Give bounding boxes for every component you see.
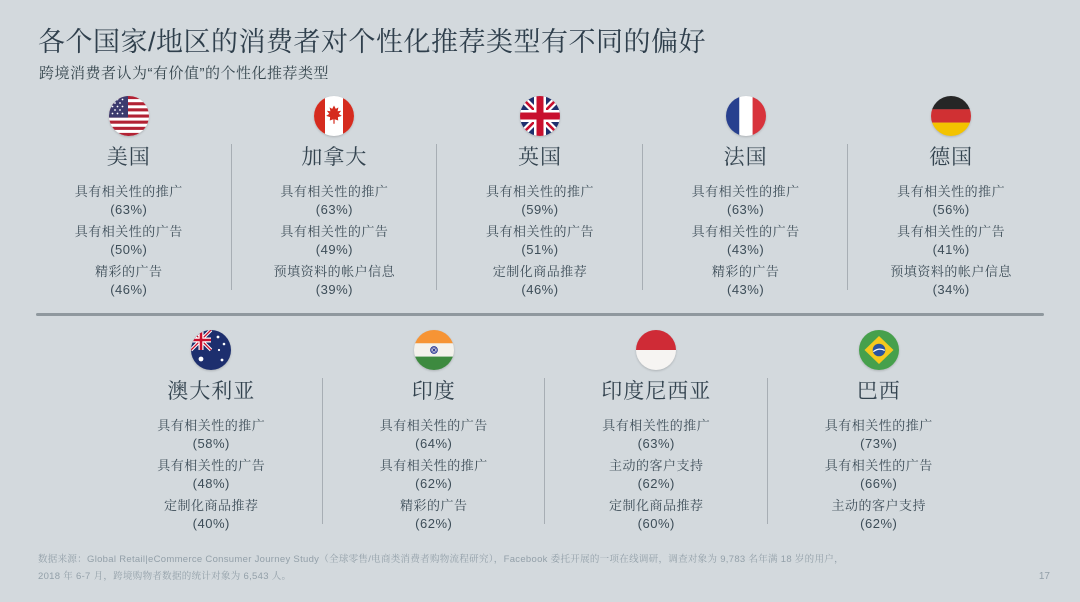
preference-item [443,223,637,258]
slide-subtitle: 跨境消费者认为“有价值”的个性化推荐类型 [39,65,329,82]
preference-item [854,223,1048,258]
preference-value: (63%) [315,201,353,217]
preference-item [854,263,1048,298]
preference-label: 具有相关性的广告 [379,418,488,433]
country-card-india [323,330,546,532]
uk-flag-icon [520,96,560,136]
preference-value: (49%) [315,241,353,257]
preference-label: 具有相关性的推广 [74,184,183,199]
preference-label: 定制化商品推荐 [492,264,588,280]
preference-item [649,263,843,298]
preference-item [854,183,1048,218]
country-card-canada [232,96,438,298]
preference-item [329,457,540,492]
country-name: 法国 [723,146,768,169]
preference-item [774,457,985,492]
canada-flag-icon [314,96,354,136]
preference-label: 具有相关性的广告 [691,224,800,240]
country-name: 印度 [411,380,456,403]
preference-item [329,497,540,532]
preference-label: 主动的客户支持 [831,498,926,514]
preference-value: (43%) [726,241,765,257]
preference-label: 具有相关性的广告 [824,458,933,474]
footer-source-line1: 数据来源：Global Retail|eCommerce Consumer Journey Study（全球零售/电商类消费者购物流程研究），Facebook 委托开展的一项在线调研，调查对象为 9,783 名年满 18 岁的用户， [38,554,844,565]
indonesia-flag-icon [636,330,676,370]
country-card-usa [26,96,232,298]
slide-title: 各个国家/地区的消费者对个性化推荐类型有不同的偏好 [38,27,707,57]
preference-value: (63%) [637,435,675,451]
preference-value: (62%) [415,515,453,531]
preference-label: 定制化商品推荐 [608,498,704,514]
preference-item [238,183,432,218]
preference-value: (62%) [637,475,675,491]
preference-label: 精彩的广告 [95,264,163,280]
countries-row-bottom [100,330,990,532]
country-name: 德国 [929,146,974,169]
preference-label: 具有相关性的推广 [602,418,711,433]
preference-value: (58%) [192,435,230,451]
preference-item [649,223,843,258]
country-card-australia [100,330,323,532]
footer-source-line2: 2018 年 6-7 月，跨境购物者数据的统计对象为 6,543 人。 [38,571,292,582]
country-card-uk [437,96,643,298]
preference-label: 具有相关性的广告 [157,458,266,474]
preference-value: (50%) [110,241,148,257]
preference-value: (63%) [110,201,148,217]
usa-flag-icon [109,96,149,136]
preference-label: 具有相关性的推广 [280,184,389,199]
country-card-indonesia [545,330,768,532]
preference-label: 预填资料的帐户信息 [273,264,396,280]
preference-item [238,223,432,258]
preference-item [106,417,317,452]
brazil-flag-icon [859,330,899,370]
country-name: 加拿大 [301,146,368,169]
country-card-brazil [768,330,991,532]
preference-value: (62%) [415,475,453,491]
australia-flag-icon [191,330,231,370]
preference-label: 主动的客户支持 [608,458,704,474]
preference-value: (51%) [521,241,559,257]
preference-label: 具有相关性的推广 [157,418,266,433]
preference-item [774,417,985,452]
preference-label: 具有相关性的推广 [485,184,594,199]
preference-label: 精彩的广告 [399,498,468,514]
preference-label: 具有相关性的推广 [824,418,933,433]
preference-item [238,263,432,298]
country-card-france [643,96,849,298]
preference-value: (73%) [860,435,898,451]
preference-label: 具有相关性的广告 [485,224,594,240]
preference-value: (46%) [110,281,148,297]
germany-flag-icon [931,96,971,136]
preference-item [551,457,762,492]
preference-value: (46%) [521,281,559,297]
preference-label: 具有相关性的推广 [379,458,488,474]
preference-item [106,457,317,492]
country-name: 英国 [517,146,562,169]
preference-value: (60%) [637,515,675,531]
preference-item [32,183,226,218]
preference-value: (56%) [932,201,970,217]
preference-label: 具有相关性的推广 [897,184,1006,199]
preference-item [774,497,985,532]
preference-label: 精彩的广告 [711,264,780,280]
countries-row-top [26,96,1054,298]
country-name: 印度尼西亚 [601,380,712,403]
country-name: 澳大利亚 [167,380,256,403]
preference-value: (39%) [315,281,353,297]
preference-value: (48%) [192,475,230,491]
preference-item [443,183,637,218]
preference-value: (34%) [932,281,970,297]
preference-value: (40%) [192,515,230,531]
preference-value: (59%) [521,201,559,217]
preference-label: 具有相关性的广告 [74,224,183,240]
footer-source [38,551,1043,585]
country-card-germany [848,96,1054,298]
preference-label: 定制化商品推荐 [163,498,259,514]
preference-value: (66%) [860,475,898,491]
preference-item [32,263,226,298]
preference-item [106,497,317,532]
country-name: 美国 [106,146,151,169]
preference-value: (62%) [860,515,898,531]
india-flag-icon [414,330,454,370]
preference-label: 预填资料的帐户信息 [890,264,1012,280]
preference-item [32,223,226,258]
page-number: 17 [1038,571,1050,582]
preference-value: (41%) [932,241,970,257]
preference-label: 具有相关性的广告 [280,224,389,240]
divider-rule [36,313,1044,316]
france-flag-icon [726,96,766,136]
preference-item [443,263,637,298]
preference-value: (63%) [726,201,765,217]
preference-value: (43%) [726,281,765,297]
preference-value: (64%) [415,435,453,451]
preference-item [551,417,762,452]
preference-item [649,183,843,218]
preference-item [551,497,762,532]
preference-item [329,417,540,452]
country-name: 巴西 [856,380,901,403]
preference-label: 具有相关性的推广 [691,184,800,199]
preference-label: 具有相关性的广告 [897,224,1006,240]
